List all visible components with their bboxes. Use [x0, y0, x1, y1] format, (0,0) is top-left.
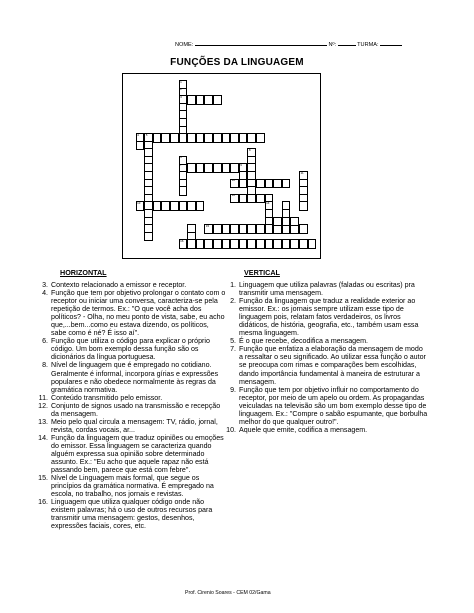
- grid-cell[interactable]: [256, 194, 265, 204]
- grid-cell[interactable]: [187, 133, 196, 143]
- grid-cell[interactable]: [282, 179, 291, 189]
- footer-credit: Prof. Cirenio Soares - CEM 02/Gama: [185, 590, 271, 596]
- clue-number: 9.: [230, 385, 236, 394]
- number-label: Nº:: [328, 42, 337, 48]
- clue-text: Linguagem que utiliza palavras (faladas ou escritas) pra transmitir uma mensagem.: [239, 281, 415, 298]
- cell-number: 6: [180, 155, 182, 160]
- clue-item: [36, 418, 226, 434]
- grid-cell[interactable]: [230, 224, 239, 234]
- cell-number: 10: [231, 178, 236, 183]
- clue-item: [224, 426, 428, 434]
- grid-cell[interactable]: [179, 201, 188, 211]
- clue-item: [224, 345, 428, 385]
- clue-text: Aquele que emite, codifica a mensagem.: [239, 425, 368, 434]
- horizontal-clues: [36, 281, 226, 530]
- cell-number: 5: [145, 132, 148, 137]
- cell-number: 11: [300, 170, 304, 175]
- grid-cell[interactable]: [213, 163, 222, 173]
- grid-cell[interactable]: [204, 224, 213, 234]
- clue-item: [224, 386, 428, 426]
- grid-cell[interactable]: [230, 239, 239, 249]
- grid-cell[interactable]: [196, 201, 205, 211]
- cell-number: 15: [205, 223, 210, 228]
- clue-text: Função da linguagem que traduz opiniões ou emoções do emissor. Essa linguagem se caracteriza quando alguém expressa sua opinião sobre determinado assunto. Ex.: "Eu acho que aquele rapaz não está passando bem, parece que está com febre".: [51, 433, 224, 475]
- clue-number: 1.: [230, 281, 236, 289]
- grid-cell[interactable]: [230, 194, 239, 204]
- grid-cell[interactable]: [136, 201, 145, 211]
- clue-number: 2.: [230, 297, 236, 306]
- grid-cell[interactable]: [299, 239, 308, 249]
- grid-cell[interactable]: [299, 224, 308, 234]
- grid-cell[interactable]: [239, 179, 248, 189]
- grid-cell[interactable]: [247, 194, 256, 204]
- class-field[interactable]: [380, 45, 402, 46]
- grid-cell[interactable]: [299, 201, 308, 211]
- clue-number: 4.: [42, 289, 48, 298]
- clue-text: Contexto relacionado a emissor e receptor.: [51, 281, 187, 289]
- grid-cell[interactable]: [230, 163, 239, 173]
- clue-item: [36, 474, 226, 498]
- grid-cell[interactable]: [213, 133, 222, 143]
- grid-cell[interactable]: [222, 224, 231, 234]
- horizontal-heading: HORIZONTAL: [60, 268, 107, 277]
- clue-item: [36, 289, 226, 337]
- grid-cell[interactable]: [161, 201, 170, 211]
- clue-item: [36, 337, 226, 361]
- grid-cell[interactable]: [247, 224, 256, 234]
- vertical-clues: [224, 281, 428, 434]
- clue-text: Conjunto de signos usado na transmissão e recepção da mensagem.: [51, 401, 221, 418]
- clue-number: 6.: [42, 337, 48, 346]
- grid-cell[interactable]: [161, 133, 170, 143]
- grid-cell[interactable]: [179, 186, 188, 196]
- student-info-line: [175, 42, 435, 48]
- grid-cell[interactable]: [187, 163, 196, 173]
- grid-cell[interactable]: [213, 239, 222, 249]
- name-label: NOME:: [175, 42, 194, 48]
- grid-cell[interactable]: [196, 163, 205, 173]
- grid-cell[interactable]: [170, 133, 179, 143]
- clue-number: 10.: [226, 425, 236, 434]
- cell-number: 1: [180, 79, 182, 84]
- grid-cell[interactable]: [187, 201, 196, 211]
- cell-number: 14: [266, 200, 270, 205]
- clue-number: 16.: [38, 498, 48, 507]
- grid-cell[interactable]: [256, 179, 265, 189]
- cell-number: 3: [180, 94, 182, 99]
- clue-text: É o que recebe, decodifica a mensagem.: [239, 337, 368, 346]
- clue-number: 13.: [38, 417, 48, 426]
- grid-cell[interactable]: [204, 163, 213, 173]
- cell-number: 13: [137, 200, 141, 205]
- grid-cell[interactable]: [247, 239, 256, 249]
- grid-cell[interactable]: [204, 95, 213, 105]
- clue-item: [36, 361, 226, 393]
- grid-cell[interactable]: [290, 217, 299, 227]
- clue-number: 8.: [42, 361, 48, 370]
- grid-cell[interactable]: [282, 217, 291, 227]
- clue-text: Função que utiliza o código para explicar o próprio código. Um bom exemplo dessa função são os dicionários da língua portuguesa.: [51, 337, 210, 362]
- grid-cell[interactable]: [239, 239, 248, 249]
- clue-number: 14.: [38, 433, 48, 442]
- grid-cell[interactable]: [265, 179, 274, 189]
- grid-cell[interactable]: [204, 133, 213, 143]
- clue-item: [224, 297, 428, 337]
- clue-number: 15.: [38, 474, 48, 483]
- clue-item: [224, 281, 428, 297]
- grid-cell[interactable]: [256, 239, 265, 249]
- vertical-heading: VERTICAL: [244, 268, 280, 277]
- grid-cell[interactable]: [153, 133, 162, 143]
- grid-cell[interactable]: [230, 179, 239, 189]
- clue-text: Linguagem que utiliza qualquer código onde não existem palavras; há o uso de outros recursos para transmitir uma mensagem: gestos, desenhos, expressões faciais, cores, etc.: [51, 498, 213, 531]
- clue-item: [36, 402, 226, 418]
- clue-text: Meio pelo qual circula a mensagem: TV, rádio, jornal, revista, cordas vocais, ar...: [51, 417, 218, 434]
- grid-cell[interactable]: [273, 239, 282, 249]
- grid-cell[interactable]: [196, 133, 205, 143]
- grid-cell[interactable]: [265, 239, 274, 249]
- grid-cell[interactable]: [170, 201, 179, 211]
- class-label: TURMA:: [357, 42, 379, 48]
- grid-cell[interactable]: [290, 239, 299, 249]
- clue-text: Conteúdo transmitido pelo emissor.: [51, 393, 163, 402]
- grid-cell[interactable]: [308, 239, 317, 249]
- grid-cell[interactable]: [282, 239, 291, 249]
- grid-cell[interactable]: [273, 217, 282, 227]
- clue-number: 7.: [230, 345, 236, 354]
- grid-cell[interactable]: [239, 133, 248, 143]
- clue-item: [224, 337, 428, 345]
- page-title: FUNÇÕES DA LINGUAGEM: [170, 57, 304, 68]
- clue-text: Nível de linguagem que é empregado no cotidiano. Geralmente é informal, incorpora gírias e expressões populares e não obedece normalmente às regras da gramática normativa.: [51, 361, 219, 394]
- grid-cell[interactable]: [179, 133, 188, 143]
- clue-text: Função que enfatiza a elaboração da mensagem de modo a ressaltar o seu significado. Ao utilizar essa função o autor se preocupa com rimas e comparações bem escolhidas, dando importância fundamental à maneira de estruturar a mensagem.: [239, 345, 426, 386]
- grid-cell[interactable]: [213, 95, 222, 105]
- grid-cell[interactable]: [230, 133, 239, 143]
- clue-text: Função que tem por objetivo prolongar o contato com o receptor ou iniciar uma conversa, caracteriza-se pela repetição de termos. Ex.: "O que você acha dos políticos? - Olha, no meu ponto de vista, sabe, eu acho que,...bem...como eu estava dizendo, os políticos, sabe como é né? É isso aí".: [51, 289, 226, 338]
- grid-cell[interactable]: [239, 194, 248, 204]
- clue-text: Função que tem por objetivo influir no comportamento do receptor, por meio de um apelo ou ordem. As propagandas veiculadas na televisão são um bom exemplo desse tipo de linguagem. Ex.: "Compre o sabão espumante, que borbulha melhor do que qualquer outro!".: [239, 385, 428, 426]
- clue-text: Função da linguagem que traduz a realidade exterior ao emissor. Ex.: os jornais sempre utilizam esse tipo de linguagem pois, relatam fatos verdadeiros, os livros didáticos, de história, geografia, etc., também usam essa mesma linguagem.: [239, 297, 419, 338]
- cell-number: 12: [231, 193, 236, 198]
- grid-cell[interactable]: [204, 239, 213, 249]
- grid-cell[interactable]: [179, 239, 188, 249]
- grid-cell[interactable]: [239, 224, 248, 234]
- clue-item: [36, 498, 226, 530]
- clue-item: [36, 434, 226, 474]
- clue-number: 11.: [38, 393, 48, 402]
- grid-cell[interactable]: [187, 239, 196, 249]
- grid-cell[interactable]: [136, 141, 145, 151]
- grid-cell[interactable]: [196, 95, 205, 105]
- grid-cell[interactable]: [213, 224, 222, 234]
- grid-cell[interactable]: [153, 201, 162, 211]
- grid-cell[interactable]: [273, 179, 282, 189]
- crossword-grid: [122, 73, 321, 259]
- clue-number: 12.: [38, 401, 48, 410]
- cell-number: 9: [240, 162, 242, 167]
- grid-cell[interactable]: [265, 224, 274, 234]
- cell-number: 8: [248, 147, 251, 152]
- grid-cell[interactable]: [222, 163, 231, 173]
- grid-cell[interactable]: [256, 224, 265, 234]
- clue-item: [36, 281, 226, 289]
- grid-cell[interactable]: [247, 133, 256, 143]
- grid-cell[interactable]: [179, 156, 188, 166]
- clue-text: Nível de Linguagem mais formal, que segue os princípios da gramática normativa. É empregado na escola, no trabalho, nos jornais e revistas.: [51, 474, 214, 499]
- number-field[interactable]: [338, 45, 356, 46]
- name-field[interactable]: [195, 45, 327, 46]
- grid-cell[interactable]: [187, 95, 196, 105]
- cell-number: 16: [180, 238, 184, 243]
- clue-number: 5.: [230, 337, 236, 346]
- grid-cell[interactable]: [196, 239, 205, 249]
- grid-cell[interactable]: [256, 133, 265, 143]
- clue-item: [36, 394, 226, 402]
- cell-number: 4: [137, 132, 139, 137]
- clue-number: 3.: [42, 281, 48, 289]
- grid-cell[interactable]: [222, 239, 231, 249]
- grid-cell[interactable]: [144, 232, 153, 242]
- cell-number: 2: [180, 87, 182, 92]
- grid-cell[interactable]: [222, 133, 231, 143]
